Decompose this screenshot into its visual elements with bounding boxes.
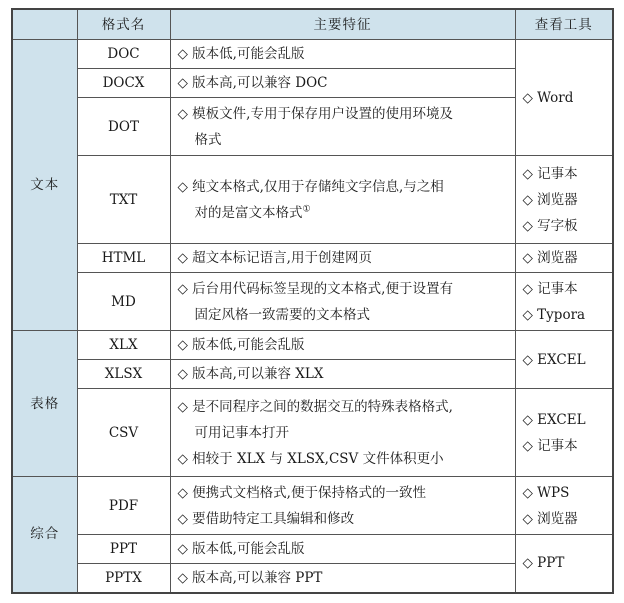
- header-tools: 查看工具: [515, 9, 613, 40]
- table-row: [12, 331, 613, 360]
- tools-cell: ◇ 记事本 ◇ 浏览器 ◇ 写字板: [515, 156, 613, 244]
- feature-cell: ◇ 是不同程序之间的数据交互的特殊表格格式, 可用记事本打开 ◇ 相较于 XLX 与 XLSX,CSV 文件体积更小: [170, 389, 515, 477]
- feature-cell: ◇ 超文本标记语言,用于创建网页: [170, 244, 515, 273]
- feature-cell: ◇ 版本低,可能会乱版: [170, 331, 515, 360]
- table-row: [12, 273, 613, 331]
- table-row: [12, 244, 613, 273]
- format-table: [11, 8, 614, 594]
- feature-cell: ◇ 便携式文档格式,便于保持格式的一致性 ◇ 要借助特定工具编辑和修改: [170, 477, 515, 535]
- header-format-name: 格式名: [77, 9, 170, 40]
- header-category: [12, 9, 77, 40]
- header-features: 主要特征: [170, 9, 515, 40]
- tools-cell: ◇ EXCEL: [515, 331, 613, 389]
- footnote-marker: ①: [302, 204, 311, 214]
- format-name: DOCX: [77, 69, 170, 98]
- table-row: [12, 477, 613, 535]
- feature-cell: ◇ 版本低,可能会乱版: [170, 40, 515, 69]
- format-name: DOT: [77, 98, 170, 156]
- feature-cell: ◇ 版本低,可能会乱版: [170, 535, 515, 564]
- tools-cell: ◇ PPT: [515, 535, 613, 593]
- category-mixed: 综合: [12, 477, 77, 593]
- tools-cell: ◇ Word: [515, 40, 613, 156]
- format-name: XLX: [77, 331, 170, 360]
- header-row: [12, 9, 613, 40]
- format-name: DOC: [77, 40, 170, 69]
- feature-cell: ◇ 后台用代码标签呈现的文本格式,便于设置有 固定风格一致需要的文本格式: [170, 273, 515, 331]
- tools-cell: ◇ 记事本 ◇ Typora: [515, 273, 613, 331]
- feature-cell: ◇ 模板文件,专用于保存用户设置的使用环境及 格式: [170, 98, 515, 156]
- feature-cell: ◇ 版本高,可以兼容 DOC: [170, 69, 515, 98]
- category-text: 文本: [12, 40, 77, 331]
- tools-cell: ◇ 浏览器: [515, 244, 613, 273]
- format-name: CSV: [77, 389, 170, 477]
- tools-cell: ◇ EXCEL ◇ 记事本: [515, 389, 613, 477]
- format-name: PPT: [77, 535, 170, 564]
- format-name: TXT: [77, 156, 170, 244]
- table-row: [12, 389, 613, 477]
- tools-cell: ◇ WPS ◇ 浏览器: [515, 477, 613, 535]
- table-row: [12, 40, 613, 69]
- feature-cell: ◇ 版本高,可以兼容 XLX: [170, 360, 515, 389]
- format-name: PDF: [77, 477, 170, 535]
- feature-cell: ◇ 纯文本格式,仅用于存储纯文字信息,与之相 对的是富文本格式①: [170, 156, 515, 244]
- format-name: MD: [77, 273, 170, 331]
- format-name: HTML: [77, 244, 170, 273]
- table-row: [12, 156, 613, 244]
- format-name: PPTX: [77, 564, 170, 593]
- format-name: XLSX: [77, 360, 170, 389]
- feature-cell: ◇ 版本高,可以兼容 PPT: [170, 564, 515, 593]
- category-sheet: 表格: [12, 331, 77, 477]
- table-row: [12, 535, 613, 564]
